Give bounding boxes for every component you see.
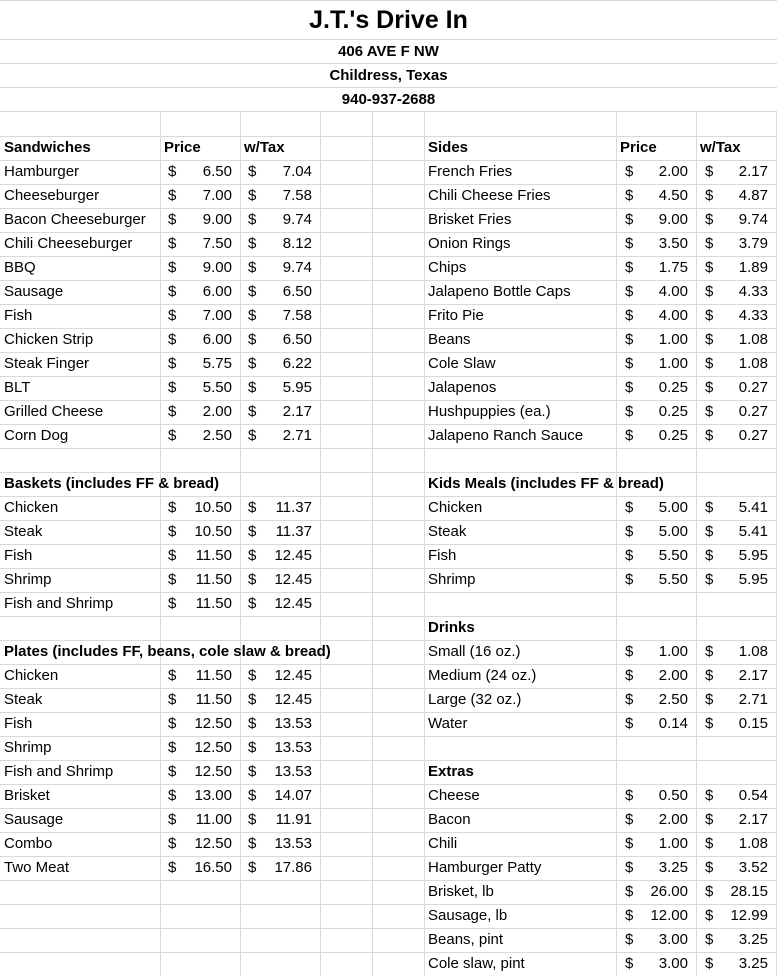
left-price-currency: $: [168, 259, 177, 276]
right-tax-currency: $: [705, 859, 714, 876]
right-item-price: 1.00: [658, 355, 688, 372]
right-item-price-with-tax: 1.08: [738, 331, 768, 348]
left-price-currency: $: [168, 355, 177, 372]
left-section-heading: Baskets (includes FF & bread): [4, 475, 220, 492]
right-price-currency: $: [625, 787, 634, 804]
right-item-price: 4.00: [658, 283, 688, 300]
left-item-price-with-tax: 9.74: [282, 259, 312, 276]
left-tax-currency: $: [248, 499, 257, 516]
left-item-price: 9.00: [202, 259, 232, 276]
left-item-price: 2.00: [202, 403, 232, 420]
left-item-name: Fish and Shrimp: [4, 763, 114, 780]
left-item-price-with-tax: 11.37: [275, 499, 312, 516]
left-item-price: 12.50: [194, 763, 232, 780]
right-item-name: Cole slaw, pint: [428, 955, 525, 972]
right-item-price-with-tax: 0.27: [738, 427, 768, 444]
right-item-price-with-tax: 2.17: [738, 811, 768, 828]
left-item-price-with-tax: 11.37: [275, 523, 312, 540]
right-item-name: Frito Pie: [428, 307, 484, 324]
grid-line: [0, 448, 777, 449]
right-tax-currency: $: [705, 331, 714, 348]
left-item-name: Fish: [4, 547, 33, 564]
left-tax-currency: $: [248, 235, 257, 252]
left-price-currency: $: [168, 331, 177, 348]
left-item-name: Brisket: [4, 787, 50, 804]
left-price-currency: $: [168, 763, 177, 780]
right-item-price: 3.00: [658, 931, 688, 948]
left-item-price: 9.00: [202, 211, 232, 228]
right-item-price-with-tax: 0.15: [738, 715, 768, 732]
left-price-currency: $: [168, 859, 177, 876]
left-item-name: Shrimp: [4, 739, 52, 756]
right-item-price: 0.25: [658, 379, 688, 396]
right-item-price: 1.00: [658, 835, 688, 852]
left-item-name: Sausage: [4, 283, 64, 300]
left-item-name: Combo: [4, 835, 53, 852]
right-tax-currency: $: [705, 523, 714, 540]
right-item-price: 0.50: [658, 787, 688, 804]
right-tax-currency: $: [705, 787, 714, 804]
left-price-heading: Price: [164, 139, 201, 156]
left-item-price-with-tax: 11.91: [275, 811, 312, 828]
right-item-name: Cheese: [428, 787, 480, 804]
left-item-price-with-tax: 17.86: [274, 859, 312, 876]
right-item-price: 3.50: [658, 235, 688, 252]
left-item-price: 11.50: [195, 547, 232, 564]
right-section-heading: Extras: [428, 763, 474, 780]
right-price-currency: $: [625, 883, 634, 900]
right-tax-currency: $: [705, 163, 714, 180]
left-item-price-with-tax: 7.58: [282, 187, 312, 204]
left-item-name: Fish: [4, 307, 33, 324]
restaurant-city: Childress, Texas: [329, 67, 448, 84]
left-price-currency: $: [168, 691, 177, 708]
right-tax-currency: $: [705, 235, 714, 252]
right-tax-currency: $: [705, 643, 714, 660]
left-tax-currency: $: [248, 283, 257, 300]
left-item-name: Corn Dog: [4, 427, 69, 444]
left-item-price-with-tax: 13.53: [274, 715, 312, 732]
right-item-price-with-tax: 4.33: [738, 283, 768, 300]
grid-line: [0, 760, 777, 761]
right-item-price-with-tax: 1.08: [738, 835, 768, 852]
right-item-price-with-tax: 1.08: [738, 355, 768, 372]
left-item-price-with-tax: 6.50: [282, 283, 312, 300]
right-tax-currency: $: [705, 547, 714, 564]
right-item-name: Onion Rings: [428, 235, 511, 252]
restaurant-title: J.T.'s Drive In: [309, 6, 468, 34]
right-price-currency: $: [625, 379, 634, 396]
left-item-price-with-tax: 9.74: [282, 211, 312, 228]
restaurant-address: 406 AVE F NW: [338, 43, 439, 60]
left-item-price: 12.50: [194, 715, 232, 732]
right-item-price-with-tax: 12.99: [730, 907, 768, 924]
right-section-heading: Drinks: [428, 619, 475, 636]
right-price-currency: $: [625, 403, 634, 420]
right-item-name: Jalapeno Bottle Caps: [428, 283, 571, 300]
right-item-price: 4.00: [658, 307, 688, 324]
right-item-price: 5.50: [658, 547, 688, 564]
grid-line: [696, 111, 697, 976]
left-item-price: 10.50: [194, 523, 232, 540]
right-item-price-with-tax: 3.79: [738, 235, 768, 252]
left-item-price-with-tax: 6.22: [282, 355, 312, 372]
right-price-currency: $: [625, 691, 634, 708]
right-item-name: Jalapenos: [428, 379, 497, 396]
right-tax-currency: $: [705, 691, 714, 708]
left-tax-currency: $: [248, 571, 257, 588]
left-tax-currency: $: [248, 307, 257, 324]
right-item-price-with-tax: 5.95: [738, 571, 768, 588]
right-item-price-with-tax: 1.89: [738, 259, 768, 276]
right-price-currency: $: [625, 955, 634, 972]
left-tax-currency: $: [248, 835, 257, 852]
right-item-price: 3.25: [658, 859, 688, 876]
right-tax-currency: $: [705, 187, 714, 204]
left-section-heading: Plates (includes FF, beans, cole slaw & bread): [4, 643, 331, 660]
left-item-price: 12.50: [194, 739, 232, 756]
left-tax-currency: $: [248, 403, 257, 420]
right-item-name: Hamburger Patty: [428, 859, 542, 876]
right-item-price: 9.00: [658, 211, 688, 228]
left-tax-currency: $: [248, 715, 257, 732]
right-price-currency: $: [625, 811, 634, 828]
left-price-currency: $: [168, 235, 177, 252]
right-item-price: 3.00: [658, 955, 688, 972]
left-item-name: Chili Cheeseburger: [4, 235, 133, 252]
left-item-price: 7.00: [202, 187, 232, 204]
right-price-currency: $: [625, 643, 634, 660]
left-price-currency: $: [168, 283, 177, 300]
left-item-name: Chicken: [4, 499, 59, 516]
left-item-price: 5.75: [202, 355, 232, 372]
right-item-price-with-tax: 2.17: [738, 667, 768, 684]
right-item-name: Hushpuppies (ea.): [428, 403, 551, 420]
right-tax-currency: $: [705, 931, 714, 948]
right-price-currency: $: [625, 523, 634, 540]
left-tax-currency: $: [248, 211, 257, 228]
grid-line: [0, 0, 777, 1]
right-item-name: Water: [428, 715, 468, 732]
left-price-currency: $: [168, 787, 177, 804]
left-price-currency: $: [168, 547, 177, 564]
left-item-price: 10.50: [194, 499, 232, 516]
right-item-price-with-tax: 3.25: [738, 931, 768, 948]
left-price-currency: $: [168, 523, 177, 540]
right-item-name: Bacon: [428, 811, 471, 828]
left-item-price: 13.00: [194, 787, 232, 804]
left-item-price-with-tax: 7.58: [282, 307, 312, 324]
right-price-currency: $: [625, 427, 634, 444]
right-price-currency: $: [625, 163, 634, 180]
right-tax-currency: $: [705, 259, 714, 276]
right-item-name: Shrimp: [428, 571, 476, 588]
left-item-price-with-tax: 6.50: [282, 331, 312, 348]
left-price-currency: $: [168, 427, 177, 444]
right-item-name: Medium (24 oz.): [428, 667, 537, 684]
right-item-price-with-tax: 5.41: [738, 523, 768, 540]
right-price-currency: $: [625, 715, 634, 732]
left-price-currency: $: [168, 163, 177, 180]
left-item-price-with-tax: 12.45: [274, 547, 312, 564]
right-tax-heading: w/Tax: [700, 139, 741, 156]
right-item-price: 4.50: [658, 187, 688, 204]
right-tax-currency: $: [705, 283, 714, 300]
left-item-price-with-tax: 8.12: [282, 235, 312, 252]
left-item-price: 16.50: [194, 859, 232, 876]
left-tax-currency: $: [248, 379, 257, 396]
grid-line: [424, 111, 425, 976]
right-item-name: Jalapeno Ranch Sauce: [428, 427, 584, 444]
right-price-currency: $: [625, 499, 634, 516]
left-tax-currency: $: [248, 787, 257, 804]
right-price-currency: $: [625, 235, 634, 252]
left-tax-currency: $: [248, 547, 257, 564]
left-item-name: Steak: [4, 523, 43, 540]
left-section-heading: Sandwiches: [4, 139, 91, 156]
left-item-price: 11.50: [195, 595, 232, 612]
right-price-currency: $: [625, 355, 634, 372]
right-price-currency: $: [625, 667, 634, 684]
left-tax-currency: $: [248, 763, 257, 780]
grid-line: [160, 111, 161, 976]
right-item-price: 1.00: [658, 331, 688, 348]
right-tax-currency: $: [705, 379, 714, 396]
left-tax-currency: $: [248, 811, 257, 828]
grid-line: [0, 592, 777, 593]
right-price-currency: $: [625, 187, 634, 204]
left-item-price: 2.50: [202, 427, 232, 444]
left-tax-currency: $: [248, 691, 257, 708]
right-price-currency: $: [625, 907, 634, 924]
right-tax-currency: $: [705, 427, 714, 444]
left-tax-currency: $: [248, 427, 257, 444]
left-item-price: 11.50: [195, 667, 232, 684]
left-price-currency: $: [168, 403, 177, 420]
right-item-price: 5.00: [658, 523, 688, 540]
right-price-currency: $: [625, 331, 634, 348]
right-item-name: Chili Cheese Fries: [428, 187, 551, 204]
grid-line: [616, 111, 617, 976]
left-item-price: 5.50: [202, 379, 232, 396]
left-item-name: Sausage: [4, 811, 64, 828]
left-item-price: 7.00: [202, 307, 232, 324]
right-item-price-with-tax: 28.15: [730, 883, 768, 900]
left-item-name: Bacon Cheeseburger: [4, 211, 146, 228]
right-tax-currency: $: [705, 307, 714, 324]
left-tax-currency: $: [248, 667, 257, 684]
right-tax-currency: $: [705, 355, 714, 372]
left-item-price-with-tax: 13.53: [274, 835, 312, 852]
right-price-currency: $: [625, 283, 634, 300]
left-item-price-with-tax: 2.71: [282, 427, 312, 444]
left-tax-currency: $: [248, 259, 257, 276]
right-item-price: 5.00: [658, 499, 688, 516]
right-tax-currency: $: [705, 571, 714, 588]
left-tax-currency: $: [248, 739, 257, 756]
left-price-currency: $: [168, 187, 177, 204]
right-price-currency: $: [625, 307, 634, 324]
right-price-currency: $: [625, 547, 634, 564]
right-item-price-with-tax: 2.71: [738, 691, 768, 708]
right-section-heading: Sides: [428, 139, 469, 156]
right-item-price-with-tax: 4.33: [738, 307, 768, 324]
right-item-price-with-tax: 3.25: [738, 955, 768, 972]
right-item-price: 0.14: [658, 715, 688, 732]
right-item-price: 0.25: [658, 427, 688, 444]
left-price-currency: $: [168, 667, 177, 684]
right-item-price: 1.00: [658, 643, 688, 660]
right-item-name: Chicken: [428, 499, 483, 516]
left-item-price: 12.50: [194, 835, 232, 852]
right-item-price: 2.00: [658, 811, 688, 828]
right-item-price-with-tax: 0.54: [738, 787, 768, 804]
left-item-price-with-tax: 2.17: [282, 403, 312, 420]
left-item-price-with-tax: 13.53: [274, 763, 312, 780]
grid-line: [372, 111, 373, 976]
left-tax-currency: $: [248, 859, 257, 876]
left-price-currency: $: [168, 595, 177, 612]
right-tax-currency: $: [705, 499, 714, 516]
left-tax-currency: $: [248, 331, 257, 348]
right-tax-currency: $: [705, 715, 714, 732]
left-item-name: Hamburger: [4, 163, 80, 180]
right-item-name: Steak: [428, 523, 467, 540]
left-tax-currency: $: [248, 187, 257, 204]
right-item-name: Chips: [428, 259, 467, 276]
right-price-heading: Price: [620, 139, 657, 156]
grid-line: [0, 616, 777, 617]
right-item-price: 26.00: [650, 883, 688, 900]
grid-line: [240, 111, 241, 976]
right-item-price: 2.00: [658, 667, 688, 684]
right-item-name: Large (32 oz.): [428, 691, 522, 708]
left-tax-heading: w/Tax: [244, 139, 285, 156]
left-item-name: Chicken: [4, 667, 59, 684]
left-item-price: 11.00: [195, 811, 232, 828]
right-item-price: 5.50: [658, 571, 688, 588]
right-item-price: 2.50: [658, 691, 688, 708]
grid-line: [320, 111, 321, 976]
right-item-name: Sausage, lb: [428, 907, 508, 924]
left-item-price-with-tax: 5.95: [282, 379, 312, 396]
right-item-name: Brisket, lb: [428, 883, 494, 900]
left-price-currency: $: [168, 715, 177, 732]
left-item-name: Two Meat: [4, 859, 70, 876]
left-item-name: Fish and Shrimp: [4, 595, 114, 612]
left-price-currency: $: [168, 835, 177, 852]
left-tax-currency: $: [248, 163, 257, 180]
left-tax-currency: $: [248, 355, 257, 372]
right-tax-currency: $: [705, 667, 714, 684]
right-item-price: 2.00: [658, 163, 688, 180]
right-item-name: Chili: [428, 835, 458, 852]
left-item-price-with-tax: 12.45: [274, 691, 312, 708]
right-price-currency: $: [625, 859, 634, 876]
right-item-price: 0.25: [658, 403, 688, 420]
right-section-heading: Kids Meals (includes FF & bread): [428, 475, 664, 492]
left-item-price: 6.00: [202, 331, 232, 348]
right-item-price: 12.00: [650, 907, 688, 924]
right-tax-currency: $: [705, 403, 714, 420]
left-item-price: 6.50: [202, 163, 232, 180]
left-item-name: Cheeseburger: [4, 187, 100, 204]
left-item-name: Chicken Strip: [4, 331, 94, 348]
right-item-name: Fish: [428, 547, 457, 564]
left-item-price: 11.50: [195, 571, 232, 588]
right-item-price-with-tax: 0.27: [738, 379, 768, 396]
right-item-name: Brisket Fries: [428, 211, 512, 228]
right-tax-currency: $: [705, 211, 714, 228]
left-item-price-with-tax: 12.45: [274, 667, 312, 684]
right-price-currency: $: [625, 931, 634, 948]
left-item-name: Grilled Cheese: [4, 403, 104, 420]
left-item-name: Steak Finger: [4, 355, 90, 372]
left-item-price: 7.50: [202, 235, 232, 252]
left-item-name: BLT: [4, 379, 31, 396]
right-tax-currency: $: [705, 811, 714, 828]
right-item-price-with-tax: 0.27: [738, 403, 768, 420]
right-item-price-with-tax: 4.87: [738, 187, 768, 204]
right-item-name: Cole Slaw: [428, 355, 496, 372]
right-item-price-with-tax: 3.52: [738, 859, 768, 876]
left-price-currency: $: [168, 307, 177, 324]
right-item-price-with-tax: 2.17: [738, 163, 768, 180]
right-tax-currency: $: [705, 883, 714, 900]
left-price-currency: $: [168, 811, 177, 828]
left-price-currency: $: [168, 499, 177, 516]
right-tax-currency: $: [705, 907, 714, 924]
left-item-name: Steak: [4, 691, 43, 708]
right-item-price-with-tax: 9.74: [738, 211, 768, 228]
left-item-price-with-tax: 13.53: [274, 739, 312, 756]
grid-line: [0, 136, 777, 137]
right-price-currency: $: [625, 835, 634, 852]
left-tax-currency: $: [248, 523, 257, 540]
left-item-price-with-tax: 7.04: [282, 163, 312, 180]
left-price-currency: $: [168, 571, 177, 588]
left-item-price: 11.50: [195, 691, 232, 708]
right-item-name: Small (16 oz.): [428, 643, 521, 660]
right-item-price-with-tax: 1.08: [738, 643, 768, 660]
right-item-name: Beans, pint: [428, 931, 504, 948]
right-price-currency: $: [625, 571, 634, 588]
right-price-currency: $: [625, 259, 634, 276]
right-item-name: Beans: [428, 331, 471, 348]
right-tax-currency: $: [705, 835, 714, 852]
right-price-currency: $: [625, 211, 634, 228]
left-item-name: BBQ: [4, 259, 36, 276]
left-price-currency: $: [168, 211, 177, 228]
left-price-currency: $: [168, 379, 177, 396]
right-item-price-with-tax: 5.41: [738, 499, 768, 516]
restaurant-phone: 940-937-2688: [341, 91, 436, 108]
left-price-currency: $: [168, 739, 177, 756]
right-tax-currency: $: [705, 955, 714, 972]
left-item-name: Fish: [4, 715, 33, 732]
left-tax-currency: $: [248, 595, 257, 612]
left-item-name: Shrimp: [4, 571, 52, 588]
grid-line: [0, 736, 777, 737]
right-item-name: French Fries: [428, 163, 513, 180]
left-item-price: 6.00: [202, 283, 232, 300]
left-item-price-with-tax: 12.45: [274, 571, 312, 588]
right-item-price-with-tax: 5.95: [738, 547, 768, 564]
left-item-price-with-tax: 14.07: [274, 787, 312, 804]
left-item-price-with-tax: 12.45: [274, 595, 312, 612]
right-item-price: 1.75: [658, 259, 688, 276]
